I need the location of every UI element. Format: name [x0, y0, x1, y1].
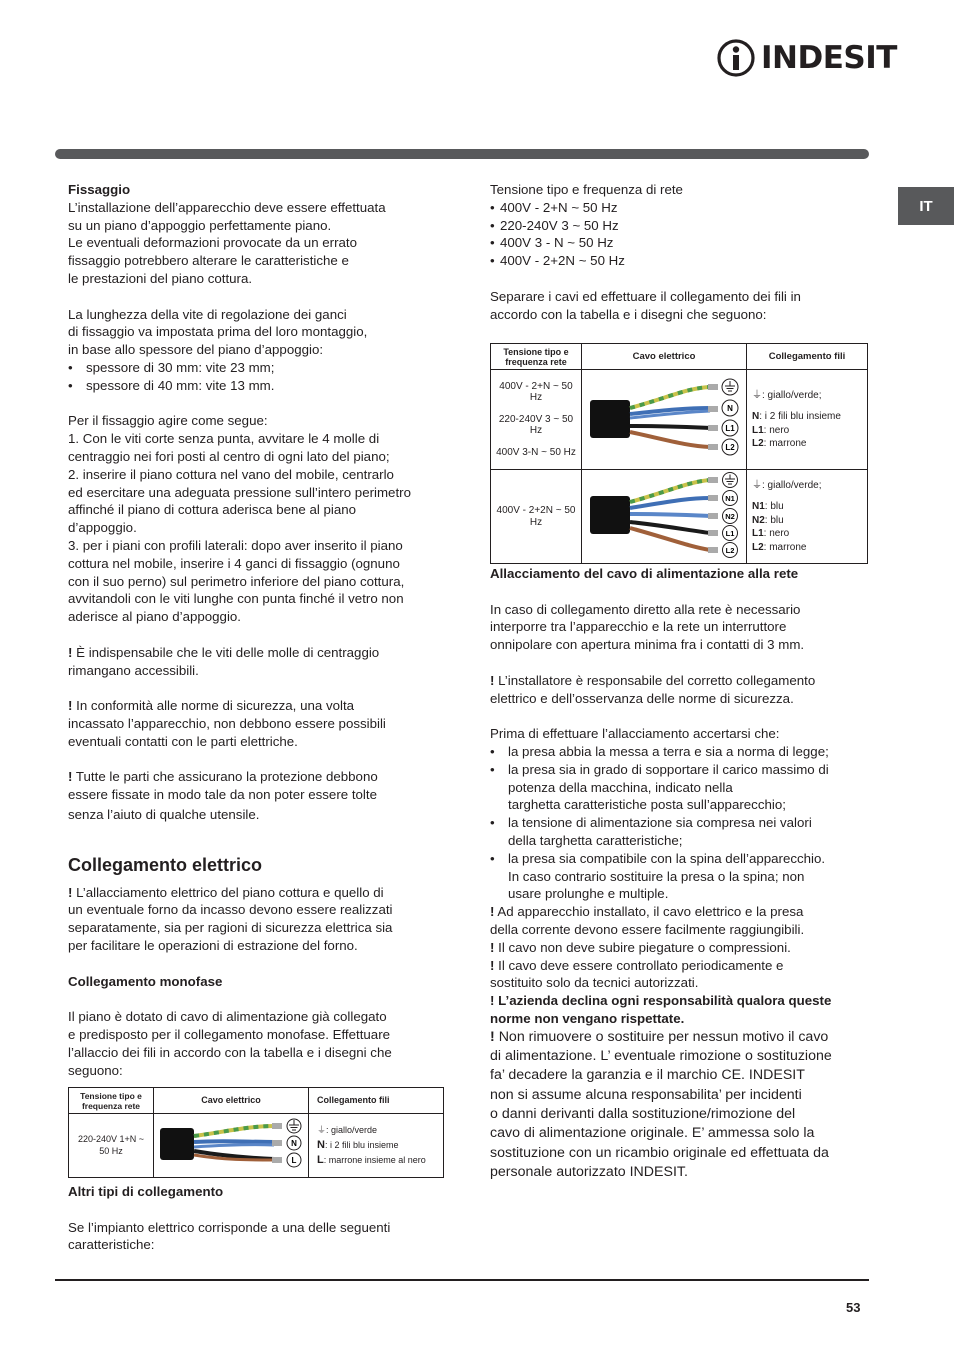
text-line: 2. inserire il piano cottura nel vano del mobile, centrarlo [68, 466, 394, 482]
text-line: Non rimuovere o sostituire per nessun motivo il cavo [498, 1028, 829, 1045]
exclamation-icon: ! [68, 698, 73, 714]
text-line: Ad apparecchio installato, il cavo elettrico e la presa [497, 904, 804, 920]
terminal-label: N [727, 404, 733, 413]
connection-label: L [317, 1154, 324, 1166]
text-line: centraggio nei fori posti al centro di ogni lato del piano; [68, 448, 390, 464]
table-header: Cavo elettrico [582, 344, 747, 370]
table-header: Tensione tipo e frequenza rete [69, 1088, 154, 1114]
footer-rule [55, 1279, 869, 1281]
text-line: • la tensione di alimentazione sia compresa nei valori [508, 815, 812, 831]
text-line: cavo di alimentazione originale. E’ ammessa solo la [490, 1125, 815, 1142]
exclamation-icon: ! [68, 644, 73, 660]
header-bar [55, 149, 869, 159]
connection-text: : i 2 fili blu insieme [324, 1140, 399, 1150]
list-item: • 400V - 2+2N ~ 50 Hz [490, 252, 868, 270]
terminal-label: N1 [725, 494, 735, 503]
cable-diagram-cell [154, 1114, 309, 1178]
connection-text: : marrone insieme al nero [323, 1155, 426, 1165]
text-line: separatamente, sia per ragioni di sicurezza elettrica sia [68, 920, 393, 936]
text-line: Separare i cavi ed effettuare il collegamento dei fili in [490, 288, 801, 304]
text-line: ed esercitare una adeguata pressione sull’intero perimetro [68, 484, 411, 500]
multi-wiring-table [490, 343, 868, 564]
connection-label: N1 [752, 501, 765, 513]
voltage-value: 400V - 2+2N ~ 50 Hz [496, 505, 576, 528]
connection-label: L1 [752, 424, 764, 436]
ground-icon: ⏚ [752, 389, 762, 401]
text-line: fissaggio potrebbero alterare le caratteristiche e [68, 253, 349, 269]
text-line: Le eventuali deformazioni provocate da un errato [68, 235, 358, 251]
text-line: seguono: [68, 1062, 123, 1078]
text-line: L’installazione dell’apparecchio deve essere effettuata [68, 199, 386, 215]
list-item: • spessore di 30 mm: vite 23 mm; [68, 359, 448, 377]
text-line: In caso contrario sostituire la presa o la spina; non [508, 868, 805, 884]
collegamento-title: Collegamento elettrico [68, 854, 263, 875]
text-line: e predisposto per il collegamento monofase. Effettuare [68, 1027, 391, 1043]
language-tab: IT [898, 187, 954, 225]
vite-paragraph [68, 306, 448, 395]
text-line: senza l’aiuto di qualche utensile. [68, 806, 260, 822]
voltage-cell [69, 1114, 154, 1178]
list-item: • 220-240V 3 ~ 50 Hz [490, 217, 868, 235]
text-line: caratteristiche: [68, 1237, 155, 1253]
text-line: Il piano è dotato di cavo di alimentazione già collegato [68, 1009, 387, 1025]
cable-diagram-cell [582, 370, 747, 470]
voltage-cell [491, 470, 582, 564]
terminal-label: L1 [725, 424, 735, 433]
text-line: L’azienda declina ogni responsabilità qualora queste [498, 993, 832, 1009]
left-column [68, 181, 448, 1079]
exclamation-icon: ! [490, 904, 495, 920]
text-line: di alimentazione. L’ eventuale rimozione o sostituzione [490, 1048, 832, 1065]
list-item: • spessore di 40 mm: vite 13 mm. [68, 377, 448, 395]
text-line: aderisce al piano d’appoggio. [68, 609, 241, 625]
indesit-logo [716, 36, 897, 80]
voltage-value: 400V - 2+N ~ 50 Hz [499, 380, 573, 404]
indesit-i-mark [716, 38, 756, 78]
fissaggio-title: Fissaggio [68, 182, 131, 197]
text-line: di fissaggio va impostata prima del loro montaggio, [68, 324, 368, 340]
text-line: un eventuale forno da incasso devono essere realizzati [68, 902, 393, 918]
text-line: Per il fissaggio agire come segue: [68, 413, 268, 429]
connection-text: : nero [763, 424, 790, 436]
warning-note-sicurezza [68, 697, 448, 750]
allacciamento-title: Allacciamento del cavo di alimentazione alla rete [490, 566, 799, 581]
voltage-cell [491, 370, 582, 470]
connection-label: N [317, 1139, 325, 1151]
exclamation-icon: ! [490, 957, 495, 973]
cable-diagram [582, 370, 746, 466]
text-line: Tensione tipo e frequenza di rete [490, 182, 683, 197]
text-line: in base allo spessore del piano d’appoggio: [68, 342, 324, 358]
text-line: le prestazioni del piano cottura. [68, 270, 253, 286]
text-line: L’allacciamento elettrico del piano cottura e quello di [76, 884, 384, 900]
exclamation-icon: ! [490, 672, 495, 688]
text-line: fa’ decadere la garanzia e il marchio CE. INDESIT [490, 1067, 805, 1084]
text-line: Se l’impianto elettrico corrisponde a una delle seguenti [68, 1219, 391, 1235]
list-item: • 400V 3 - N ~ 50 Hz [490, 234, 868, 252]
right-column-bottom [490, 565, 868, 1182]
text-line: personale autorizzato INDESIT. [490, 1163, 688, 1180]
monofase-paragraph [68, 1008, 448, 1079]
altri-section [68, 1183, 448, 1254]
vite-list [68, 359, 448, 395]
text-line: • la presa sia compatibile con la spina dell’apparecchio. [508, 850, 826, 866]
text-line: onnipolare con apertura minima fra i contatti di 3 mm. [490, 637, 805, 653]
text-line: con il suo perno) sul perimetro inferiore del piano cottura, [68, 573, 405, 589]
connection-label: L2 [752, 438, 764, 449]
text-line: In caso di collegamento diretto alla rete è necessario [490, 601, 801, 617]
check-list [490, 743, 868, 903]
connections-cell [747, 470, 868, 564]
text-line: non si assume alcuna responsabilita’ per incidenti [490, 1086, 802, 1103]
warning-note-cavo [490, 1028, 868, 1182]
text-line: • la presa sia in grado di sopportare il carico massimo di [508, 761, 829, 777]
table-header: Tensione tipo e frequenza rete [491, 344, 582, 370]
warning-note-centraggio [68, 644, 448, 680]
connections-cell [747, 370, 868, 470]
connection-label: N2 [752, 514, 765, 526]
page-number: 53 [846, 1300, 861, 1315]
text-line: usare prolunghe e multiple. [508, 886, 669, 902]
connection-text: : giallo/verde [326, 1125, 378, 1135]
right-column-top [490, 181, 868, 323]
text-line: incassato l’apparecchio, non debbono essere possibili [68, 715, 386, 731]
text-line: per facilitare le operazioni di estrazione del forno. [68, 938, 358, 954]
connection-text: : i 2 fili blu insieme [759, 411, 841, 422]
terminal-label: L [291, 1156, 297, 1165]
text-line: norme non vengano rispettate. [490, 1010, 685, 1026]
text-line: o danni derivanti dalla sostituzione/rimozione del [490, 1105, 796, 1122]
text-line: 3. per i piani con profili laterali: dopo aver inserito il piano [68, 537, 403, 553]
text-line: 1. Con le viti corte senza punta, avvitare le 4 molle di [68, 431, 380, 447]
connection-text: : marrone [763, 438, 807, 449]
table-header: Collegamento fili [747, 344, 868, 370]
exclamation-icon: ! [490, 993, 495, 1009]
text-line: In conformità alle norme di sicurezza, una volta [76, 698, 355, 714]
cable-diagram-cell [582, 470, 747, 564]
text-line: accordo con la tabella e i disegni che seguono: [490, 306, 767, 322]
text-line: essere fissate in modo tale da non poter essere tolte [68, 787, 377, 803]
terminal-label: N2 [725, 512, 735, 521]
table-header: Cavo elettrico [154, 1088, 309, 1114]
text-line: rimangano accessibili. [68, 662, 199, 678]
exclamation-icon: ! [490, 939, 495, 955]
text-line: Il cavo deve essere controllato periodicamente e [498, 957, 784, 973]
voltage-value: 400V 3-N ~ 50 Hz [496, 446, 576, 458]
warning-note-collegamento [68, 884, 448, 955]
list-item [490, 850, 868, 903]
warning-note-protezione [68, 768, 448, 823]
connection-text: : giallo/verde; [762, 389, 822, 401]
connection-label: N [752, 411, 760, 422]
tensione-list [490, 199, 868, 270]
text-line: L’installatore è responsabile del corretto collegamento [498, 672, 816, 688]
ground-icon: ⏚ [317, 1125, 327, 1135]
list-item [490, 761, 868, 814]
monofase-title: Collegamento monofase [68, 973, 223, 989]
terminal-label: N [291, 1139, 297, 1148]
connection-text: : marrone [763, 541, 807, 553]
text-line: avvitandoli con le viti lunghe con punta finché il vetro non [68, 591, 404, 607]
text-line: potenza della macchina, indicato nella [508, 779, 733, 795]
connection-label: L1 [752, 528, 764, 540]
ground-icon: ⏚ [752, 479, 762, 491]
list-item [490, 814, 868, 850]
exclamation-icon: ! [68, 884, 73, 900]
connection-text: : giallo/verde; [762, 479, 822, 491]
steps-paragraph [68, 412, 448, 626]
text-line: la presa abbia la messa a terra e sia a norma di legge; [508, 743, 829, 759]
exclamation-icon: ! [68, 769, 73, 785]
connection-label: L2 [752, 541, 764, 553]
text-line: È indispensabile che le viti delle molle di centraggio [76, 644, 380, 660]
table-header: Collegamento fili [309, 1088, 444, 1114]
text-line: Tutte le parti che assicurano la protezione debbono [75, 769, 378, 785]
text-line: della targhetta caratteristiche; [508, 832, 683, 848]
text-line: della corrente devono essere facilmente raggiungibili. [490, 921, 805, 937]
terminal-label: L2 [725, 546, 735, 555]
cable-diagram [154, 1114, 308, 1174]
terminal-label: L1 [725, 529, 735, 538]
text-line: d’appoggio. [68, 520, 137, 536]
list-item: • 400V - 2+N ~ 50 Hz [490, 199, 868, 217]
exclamation-icon: ! [490, 1028, 495, 1045]
text-line: eventuali contatti con le parti elettriche. [68, 733, 298, 749]
cable-diagram [582, 470, 746, 560]
monofase-wiring-table [68, 1087, 444, 1178]
text-line: l’allaccio dei fili in accordo con la tabella e i disegni che [68, 1044, 392, 1060]
text-line: affinché il piano di cottura aderisca bene al piano [68, 502, 357, 518]
connections-cell [309, 1114, 444, 1178]
voltage-value: 220-240V 3 ~ 50 Hz [498, 413, 574, 437]
brand-name: INDESIT [761, 39, 897, 76]
text-line: elettrico e dell’osservanza delle norme di sicurezza. [490, 690, 794, 706]
voltage-value: 220-240V 1+N ~ 50 Hz [77, 1134, 145, 1156]
connection-text: : blu [764, 514, 784, 526]
text-line: La lunghezza della vite di regolazione dei ganci [68, 306, 347, 322]
text-line: su un piano d’appoggio perfettamente piano. [68, 217, 332, 233]
list-item [490, 743, 868, 761]
fissaggio-paragraph [68, 199, 448, 288]
text-line: Il cavo non deve subire piegature o compressioni. [498, 939, 791, 955]
altri-title: Altri tipi di collegamento [68, 1184, 224, 1199]
text-line: sostituzione con un ricambio originale ed effettuata da [490, 1144, 829, 1161]
text-line: targhetta caratteristiche posta sull’apparecchio; [508, 797, 786, 813]
text-line: interporre tra l’apparecchio e la rete un interruttore [490, 619, 787, 635]
connection-text: : nero [763, 528, 790, 540]
connection-text: : blu [764, 501, 784, 513]
text-line: sostituito solo da tecnici autorizzati. [490, 975, 699, 991]
terminal-label: L2 [725, 443, 735, 452]
text-line: cottura nel mobile, inserire i 4 ganci di fissaggio (ognuno [68, 555, 400, 571]
text-line: Prima di effettuare l’allacciamento accertarsi che: [490, 726, 780, 742]
